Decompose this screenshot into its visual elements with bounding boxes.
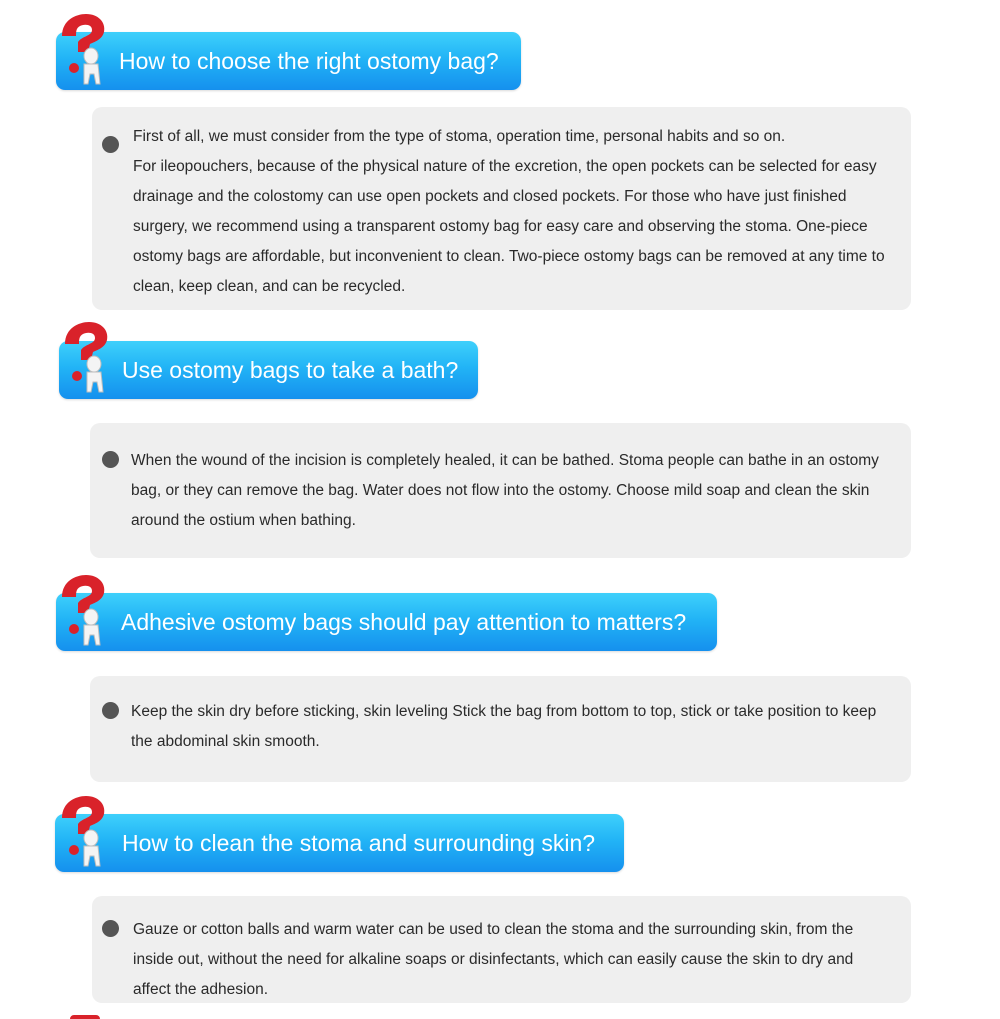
section-1-answer-box <box>92 107 911 310</box>
section-4-answer-box <box>92 896 911 1003</box>
question-mark-person-icon <box>54 573 114 651</box>
section-1-answer: First of all, we must consider from the type of stoma, operation time, personal habits and so on. For ileopouchers, because of the physical nature of the excretion, the open pockets can be selected for easy drainage and the colostomy can use open pockets and closed pockets. For those who have just finished surgery, we recommend using a transparent ostomy bag for easy care and observing the stoma. One-piece ostomy bags are affordable, but inconvenient to clean. Two-piece ostomy bags can be removed at any time to clean, keep clean, and can be recycled. <box>133 128 885 295</box>
section-4-answer: Gauze or cotton balls and warm water can be used to clean the stoma and the surrounding skin, from the inside out, without the need for alkaline soaps or disinfectants, which can easily cause the skin to dry and affect the adhesion. <box>133 921 854 998</box>
bullet-dot-icon <box>102 451 119 468</box>
section-2-question: Use ostomy bags to take a bath? <box>122 357 459 383</box>
question-mark-person-icon <box>54 794 114 872</box>
question-mark-person-icon <box>57 320 117 398</box>
section-4-header <box>55 814 624 872</box>
bullet-dot-icon <box>102 920 119 937</box>
section-4-question: How to clean the stoma and surrounding skin? <box>122 830 596 856</box>
section-1-question: How to choose the right ostomy bag? <box>119 48 499 74</box>
section-3-question: Adhesive ostomy bags should pay attention to matters? <box>121 609 687 635</box>
section-1-header <box>56 32 521 90</box>
section-2-answer: When the wound of the incision is completely healed, it can be bathed. Stoma people can bathe in an ostomy bag, or they can remove the bag. Water does not flow into the ostomy. Choose mild soap and clean the skin around the ostium when bathing. <box>131 452 879 529</box>
section-2-header <box>59 341 478 399</box>
section-3-header <box>56 593 717 651</box>
section-3-answer-box <box>90 676 911 782</box>
question-mark-person-icon <box>70 1015 100 1019</box>
question-mark-person-icon <box>54 12 114 90</box>
bullet-dot-icon <box>102 702 119 719</box>
section-2-answer-box <box>90 423 911 558</box>
bullet-dot-icon <box>102 136 119 153</box>
section-3-answer: Keep the skin dry before sticking, skin leveling Stick the bag from bottom to top, stick or take position to keep the abdominal skin smooth. <box>131 703 877 750</box>
